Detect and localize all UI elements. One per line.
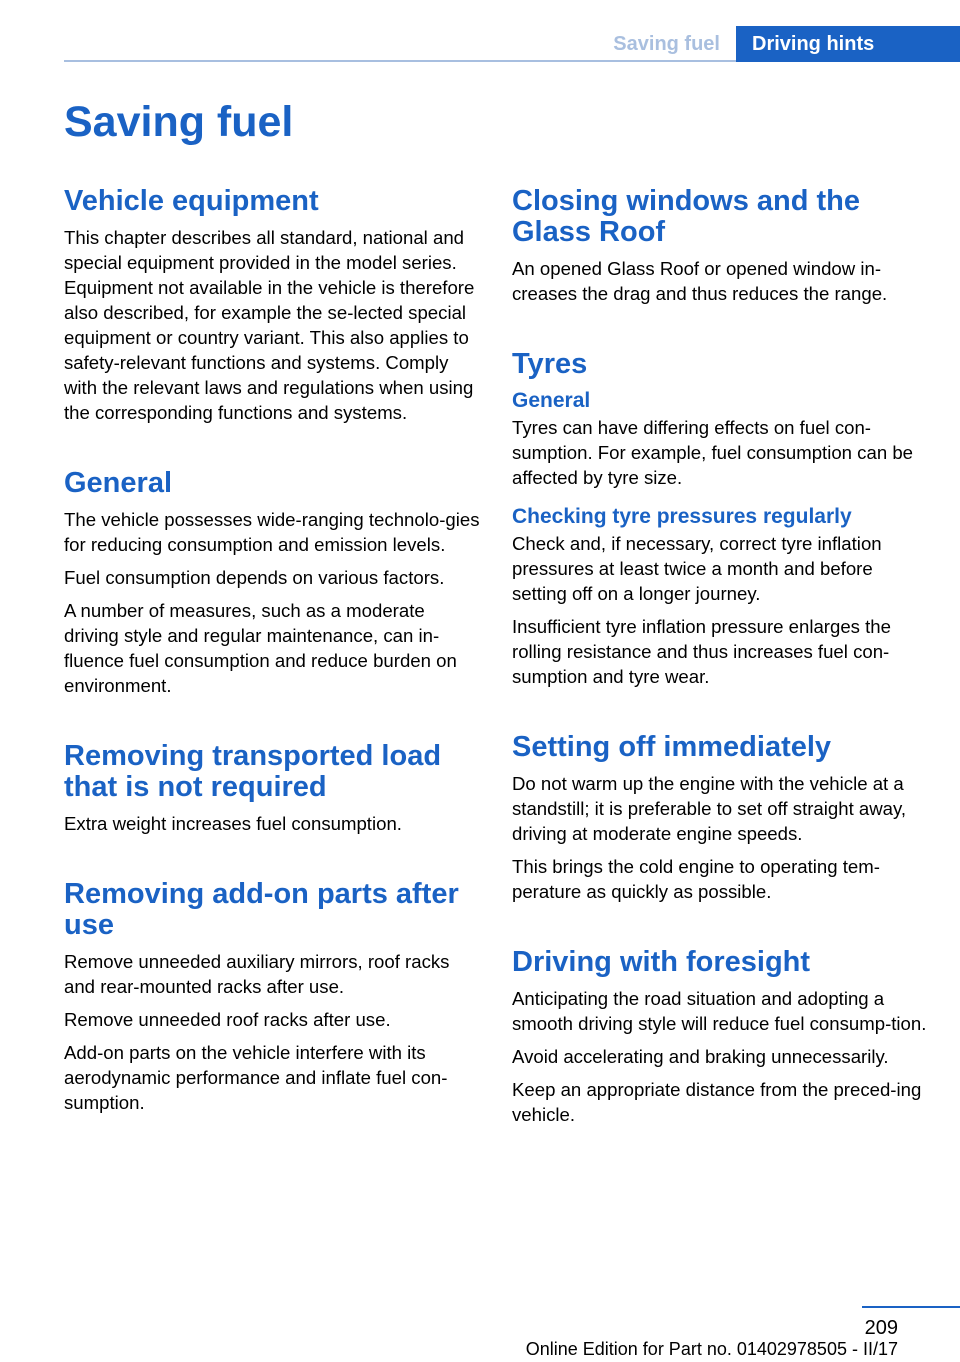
heading-closing-windows: Closing windows and the Glass Roof bbox=[512, 185, 860, 248]
paragraph: The vehicle possesses wide-ranging technolo-gies for reducing consumption and emission levels. bbox=[64, 509, 480, 555]
paragraph: This chapter describes all standard, national and special equipment provided in the model series. Equipment not available in the vehicle is therefore also described, for example the se-lected special equipment or country variant. This also applies to safety-relevant functions and systems. Comply with the relevant laws and regulations when using the corresponding functions and systems. bbox=[64, 227, 475, 423]
paragraph: Keep an appropriate distance from the preced-ing vehicle. bbox=[512, 1079, 922, 1125]
paragraph: Avoid accelerating and braking unnecessarily. bbox=[512, 1046, 889, 1067]
paragraph: Remove unneeded roof racks after use. bbox=[64, 1009, 391, 1030]
heading-setting-off: Setting off immediately bbox=[512, 731, 832, 763]
right-column bbox=[512, 186, 930, 1135]
page-number: 209 bbox=[864, 1317, 898, 1339]
heading-driving-foresight: Driving with foresight bbox=[512, 946, 811, 978]
subheading-tyre-pressures: Checking tyre pressures regularly bbox=[512, 505, 852, 528]
edition-note: Online Edition for Part no. 01402978505 - II/17 bbox=[525, 1339, 898, 1359]
paragraph: Add-on parts on the vehicle interfere with its aerodynamic performance and inflate fuel con-sumption. bbox=[64, 1042, 448, 1113]
heading-general: General bbox=[64, 467, 172, 499]
footer-rule bbox=[862, 1306, 960, 1308]
left-column bbox=[64, 186, 484, 1123]
paragraph: An opened Glass Roof or opened window in-creases the drag and thus reduces the range. bbox=[512, 258, 888, 304]
paragraph: Check and, if necessary, correct tyre inflation pressures at least twice a month and before setting off on a longer journey. bbox=[512, 533, 882, 604]
paragraph: Insufficient tyre inflation pressure enlarges the rolling resistance and thus increases fuel con-sumption and tyre wear. bbox=[512, 616, 891, 687]
breadcrumb-section[interactable]: Saving fuel bbox=[613, 33, 720, 55]
paragraph: A number of measures, such as a moderate driving style and regular maintenance, can in-fluence fuel consumption and reduce burden on environment. bbox=[64, 600, 457, 696]
heading-removing-add-on-parts: Removing add-on parts after use bbox=[64, 878, 459, 941]
breadcrumb-chapter-tab[interactable]: Driving hints bbox=[736, 26, 960, 62]
page-title: Saving fuel bbox=[64, 98, 294, 146]
subheading-general: General bbox=[512, 389, 591, 412]
paragraph: Tyres can have differing effects on fuel con-sumption. For example, fuel consumption can be affected by tyre size. bbox=[512, 417, 914, 488]
paragraph: Extra weight increases fuel consumption. bbox=[64, 813, 402, 834]
paragraph: Anticipating the road situation and adopting a smooth driving style will reduce fuel consump-tion. bbox=[512, 988, 927, 1034]
paragraph: Fuel consumption depends on various factors. bbox=[64, 567, 445, 588]
heading-removing-load: Removing transported load that is not required bbox=[64, 740, 442, 803]
paragraph: This brings the cold engine to operating tem-perature as quickly as possible. bbox=[512, 856, 880, 902]
heading-vehicle-equipment: Vehicle equipment bbox=[64, 185, 319, 217]
heading-tyres: Tyres bbox=[512, 348, 588, 380]
paragraph: Remove unneeded auxiliary mirrors, roof racks and rear-mounted racks after use. bbox=[64, 951, 450, 997]
paragraph: Do not warm up the engine with the vehicle at a standstill; it is preferable to set off straight away, driving at moderate engine speeds. bbox=[512, 773, 907, 844]
